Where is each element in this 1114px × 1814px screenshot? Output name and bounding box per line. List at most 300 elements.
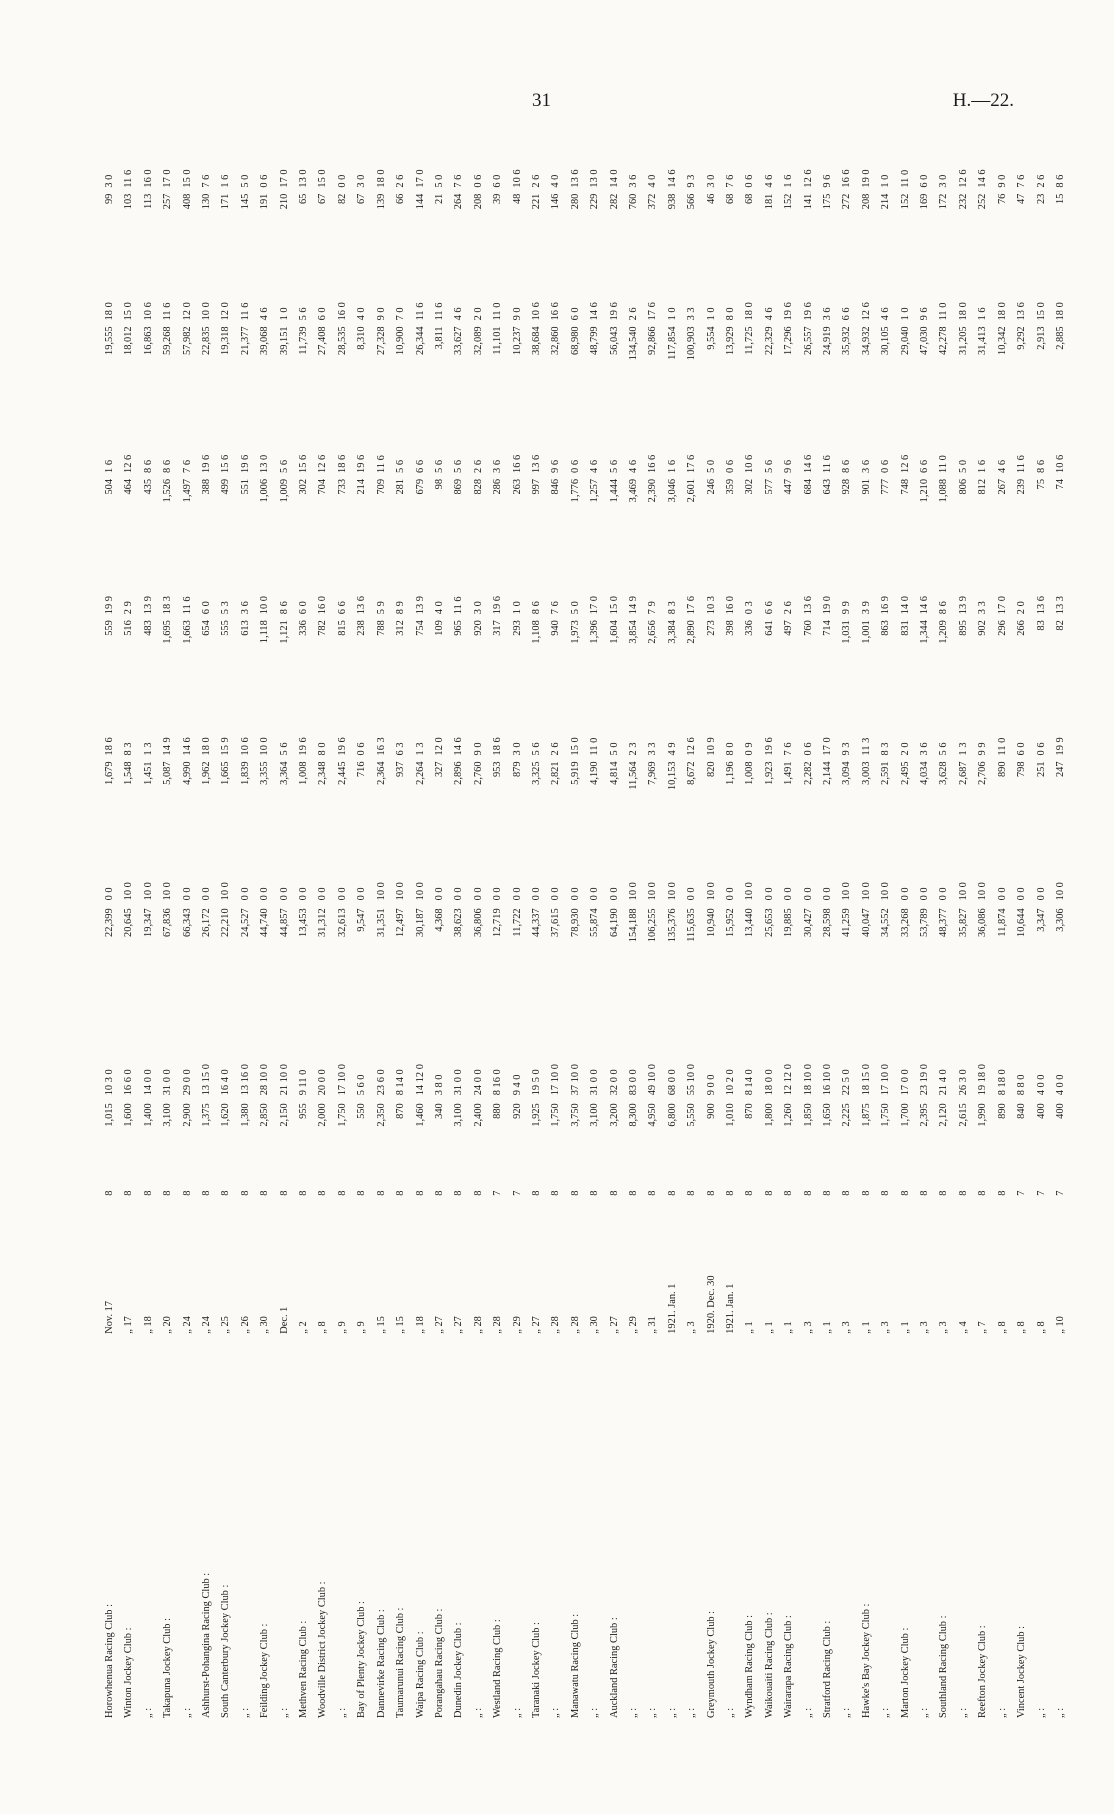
col-e-shillings-pence: 18 0 bbox=[375, 169, 387, 188]
club-name: Methven Racing Club : bbox=[298, 1620, 310, 1718]
col-d-shillings-pence: 11 6 bbox=[162, 302, 174, 321]
stakes-amount: 1,925 bbox=[530, 1103, 542, 1127]
col-d-shillings-pence: 18 0 bbox=[104, 302, 115, 321]
col-a-pounds: 716 bbox=[356, 761, 368, 778]
total-shillings-pence: 10 0 bbox=[375, 882, 387, 901]
total-investment: 115,635 bbox=[686, 908, 698, 942]
col-e-shillings-pence: 12 6 bbox=[957, 169, 969, 188]
col-b-pounds: 1,604 bbox=[608, 620, 620, 644]
col-c-shillings-pence: 5 0 bbox=[957, 459, 969, 473]
days-count: 8 bbox=[453, 1190, 465, 1196]
total-investment: 55,874 bbox=[589, 908, 601, 937]
col-b-pounds: 815 bbox=[336, 620, 348, 636]
days-count: 8 bbox=[569, 1190, 581, 1196]
days-count: 8 bbox=[919, 1190, 931, 1196]
days-count: 8 bbox=[627, 1190, 639, 1196]
col-b-shillings-pence: 19 0 bbox=[822, 596, 834, 615]
col-c-pounds: 869 bbox=[453, 478, 465, 495]
race-date: „ 3 bbox=[919, 1321, 931, 1334]
col-d-pounds: 30,105 bbox=[880, 326, 892, 355]
col-c-pounds: 388 bbox=[201, 478, 213, 495]
col-a-pounds: 1,196 bbox=[725, 761, 736, 785]
table-row bbox=[993, 135, 1012, 1720]
col-a-pounds: 1,839 bbox=[239, 761, 251, 785]
total-shillings-pence: 10 0 bbox=[880, 882, 892, 901]
col-d-pounds: 10,237 bbox=[511, 326, 523, 355]
col-e-pounds: 229 bbox=[589, 193, 601, 210]
col-d-pounds: 22,835 bbox=[201, 326, 213, 355]
stakes-shillings-pence: 8 14 0 bbox=[744, 1069, 756, 1096]
days-count: 8 bbox=[239, 1190, 251, 1196]
col-a-shillings-pence: 14 6 bbox=[181, 737, 193, 756]
col-d-pounds: 24,919 bbox=[822, 326, 834, 355]
days-count: 8 bbox=[783, 1190, 795, 1196]
race-date: „ 7 bbox=[977, 1321, 989, 1334]
total-shillings-pence: 0 0 bbox=[589, 887, 601, 901]
days-count: 8 bbox=[705, 1190, 717, 1196]
total-investment: 11,722 bbox=[511, 908, 523, 937]
col-e-pounds: 82 bbox=[336, 193, 348, 205]
total-investment: 12,497 bbox=[395, 908, 407, 937]
race-date: Nov. 17 bbox=[104, 1300, 115, 1334]
col-c-pounds: 1,210 bbox=[919, 478, 931, 503]
total-shillings-pence: 10 0 bbox=[162, 882, 174, 901]
stakes-amount: 340 bbox=[433, 1103, 445, 1119]
col-e-shillings-pence: 8 6 bbox=[1054, 174, 1066, 188]
total-shillings-pence: 0 0 bbox=[336, 887, 348, 901]
col-d-shillings-pence: 1 0 bbox=[278, 307, 290, 321]
col-d-shillings-pence: 4 6 bbox=[259, 307, 271, 321]
stakes-amount: 1,460 bbox=[414, 1103, 426, 1127]
table-row bbox=[488, 135, 507, 1720]
col-e-pounds: 408 bbox=[181, 193, 193, 210]
stakes-amount: 3,750 bbox=[569, 1103, 581, 1127]
col-a-shillings-pence: 12 0 bbox=[433, 737, 445, 756]
col-c-pounds: 577 bbox=[763, 478, 775, 495]
col-a-pounds: 1,962 bbox=[201, 761, 213, 785]
col-c-shillings-pence: 9 6 bbox=[783, 459, 795, 473]
col-d-pounds: 33,627 bbox=[453, 326, 465, 355]
col-d-shillings-pence: 16 6 bbox=[550, 302, 562, 321]
col-e-pounds: 214 bbox=[880, 193, 892, 210]
col-d-shillings-pence: 15 0 bbox=[1035, 302, 1047, 321]
stakes-shillings-pence: 17 10 0 bbox=[880, 1064, 892, 1096]
col-a-shillings-pence: 2 6 bbox=[550, 742, 562, 756]
table-row bbox=[449, 135, 468, 1720]
total-investment: 31,351 bbox=[375, 908, 387, 937]
col-e-shillings-pence: 3 0 bbox=[356, 174, 368, 188]
col-a-shillings-pence: 5 0 bbox=[608, 742, 620, 756]
col-a-pounds: 2,364 bbox=[375, 761, 387, 785]
col-c-shillings-pence: 5 6 bbox=[433, 459, 445, 473]
col-b-shillings-pence: 13 3 bbox=[1054, 596, 1066, 615]
club-name: Takapuna Jockey Club : bbox=[162, 1618, 174, 1718]
col-c-shillings-pence: 8 6 bbox=[162, 459, 174, 473]
col-e-pounds: 103 bbox=[123, 193, 135, 210]
col-c-pounds: 214 bbox=[356, 478, 368, 495]
stakes-shillings-pence: 9 11 0 bbox=[298, 1069, 310, 1096]
race-date: „ 1 bbox=[899, 1321, 911, 1334]
total-shillings-pence: 0 0 bbox=[608, 887, 620, 901]
col-b-pounds: 555 bbox=[220, 620, 232, 636]
col-d-pounds: 134,540 bbox=[627, 326, 639, 361]
col-b-pounds: 754 bbox=[414, 620, 426, 636]
col-c-shillings-pence: 15 6 bbox=[298, 454, 310, 473]
total-shillings-pence: 10 0 bbox=[666, 882, 678, 901]
col-a-shillings-pence: 7 6 bbox=[783, 742, 795, 756]
race-date: „ 8 bbox=[317, 1321, 329, 1334]
col-b-shillings-pence: 17 0 bbox=[996, 596, 1008, 615]
col-b-shillings-pence: 0 3 bbox=[744, 601, 756, 615]
col-e-pounds: 169 bbox=[919, 193, 931, 210]
race-date: „ 28 bbox=[492, 1316, 504, 1334]
days-count: 8 bbox=[414, 1190, 426, 1196]
col-b-pounds: 336 bbox=[298, 620, 310, 636]
col-d-pounds: 42,278 bbox=[938, 326, 950, 355]
col-b-shillings-pence: 17 6 bbox=[686, 596, 698, 615]
col-c-pounds: 281 bbox=[395, 478, 407, 495]
table-row bbox=[391, 135, 410, 1720]
table-row bbox=[643, 135, 662, 1720]
col-d-pounds: 29,040 bbox=[899, 326, 911, 355]
stakes-shillings-pence: 31 0 0 bbox=[589, 1069, 601, 1096]
stakes-shillings-pence: 17 10 0 bbox=[336, 1064, 348, 1096]
col-e-shillings-pence: 6 0 bbox=[919, 174, 931, 188]
table-row bbox=[216, 135, 235, 1720]
col-e-shillings-pence: 1 6 bbox=[220, 174, 232, 188]
race-date: „ 8 bbox=[996, 1321, 1008, 1334]
col-c-shillings-pence: 3 6 bbox=[492, 459, 504, 473]
col-e-pounds: 76 bbox=[996, 193, 1008, 205]
col-c-shillings-pence: 6 6 bbox=[414, 459, 426, 473]
col-b-pounds: 1,695 bbox=[162, 620, 174, 644]
col-a-pounds: 251 bbox=[1035, 761, 1047, 778]
col-b-pounds: 273 bbox=[705, 620, 717, 636]
total-investment: 36,086 bbox=[977, 908, 989, 937]
stakes-amount: 870 bbox=[395, 1103, 407, 1119]
race-date: „ 1 bbox=[860, 1321, 872, 1334]
col-c-pounds: 302 bbox=[744, 478, 756, 495]
race-date: „ 8 bbox=[1035, 1321, 1047, 1334]
col-a-pounds: 2,282 bbox=[802, 761, 814, 785]
col-d-pounds: 117,854 bbox=[666, 326, 678, 360]
col-e-pounds: 221 bbox=[530, 193, 542, 210]
col-c-pounds: 812 bbox=[977, 478, 989, 495]
club-name: „ : bbox=[550, 1707, 562, 1718]
stakes-shillings-pence: 17 10 0 bbox=[550, 1064, 562, 1096]
club-name: „ : bbox=[1035, 1707, 1047, 1718]
col-e-pounds: 252 bbox=[977, 193, 989, 210]
stakes-amount: 2,000 bbox=[317, 1103, 329, 1127]
col-e-pounds: 68 bbox=[744, 193, 756, 205]
table-row bbox=[139, 135, 158, 1720]
col-c-pounds: 239 bbox=[1016, 478, 1028, 495]
stakes-amount: 8,300 bbox=[627, 1103, 639, 1127]
total-shillings-pence: 10 0 bbox=[744, 882, 756, 901]
col-b-shillings-pence: 14 0 bbox=[899, 596, 911, 615]
col-a-shillings-pence: 0 6 bbox=[1035, 742, 1047, 756]
total-investment: 26,172 bbox=[201, 908, 213, 937]
col-d-pounds: 27,328 bbox=[375, 326, 387, 355]
total-shillings-pence: 0 0 bbox=[259, 887, 271, 901]
days-count: 8 bbox=[608, 1190, 620, 1196]
col-a-pounds: 1,491 bbox=[783, 761, 795, 785]
col-c-pounds: 846 bbox=[550, 478, 562, 495]
col-e-pounds: 23 bbox=[1035, 193, 1047, 205]
stakes-amount: 3,100 bbox=[453, 1103, 465, 1127]
col-e-shillings-pence: 12 6 bbox=[802, 169, 814, 188]
days-count: 8 bbox=[356, 1190, 368, 1196]
col-b-pounds: 902 bbox=[977, 620, 989, 636]
col-e-shillings-pence: 11 0 bbox=[899, 169, 911, 188]
stakes-shillings-pence: 10 2 0 bbox=[725, 1069, 736, 1096]
stakes-shillings-pence: 23 6 0 bbox=[375, 1069, 387, 1096]
club-name: „ : bbox=[142, 1707, 154, 1718]
col-b-pounds: 296 bbox=[996, 620, 1008, 636]
race-date: „ 9 bbox=[336, 1321, 348, 1334]
col-e-shillings-pence: 4 6 bbox=[763, 174, 775, 188]
total-investment: 20,645 bbox=[123, 908, 135, 937]
col-a-shillings-pence: 11 0 bbox=[996, 737, 1008, 756]
stakes-amount: 840 bbox=[1016, 1103, 1028, 1119]
col-e-shillings-pence: 6 0 bbox=[492, 174, 504, 188]
col-b-pounds: 940 bbox=[550, 620, 562, 636]
table-row bbox=[469, 135, 488, 1720]
col-c-pounds: 435 bbox=[142, 478, 154, 495]
col-a-shillings-pence: 1 3 bbox=[142, 742, 154, 756]
col-d-pounds: 31,413 bbox=[977, 326, 989, 355]
race-date: „ 29 bbox=[627, 1316, 639, 1334]
col-e-pounds: 191 bbox=[259, 193, 271, 210]
col-a-pounds: 3,325 bbox=[530, 761, 542, 785]
col-c-pounds: 447 bbox=[783, 478, 795, 495]
col-b-pounds: 1,973 bbox=[569, 620, 581, 644]
col-e-shillings-pence: 13 0 bbox=[589, 169, 601, 188]
col-b-pounds: 714 bbox=[822, 620, 834, 636]
col-b-shillings-pence: 5 0 bbox=[569, 601, 581, 615]
stakes-shillings-pence: 18 10 0 bbox=[802, 1064, 814, 1096]
col-d-pounds: 16,863 bbox=[142, 326, 154, 355]
total-investment: 78,930 bbox=[569, 908, 581, 937]
days-count: 8 bbox=[162, 1190, 174, 1196]
col-a-shillings-pence: 9 0 bbox=[472, 742, 484, 756]
col-e-shillings-pence: 14 6 bbox=[666, 169, 678, 188]
total-investment: 3,306 bbox=[1054, 908, 1066, 932]
col-a-shillings-pence: 2 3 bbox=[627, 742, 639, 756]
days-count: 7 bbox=[1054, 1190, 1066, 1196]
col-a-shillings-pence: 11 3 bbox=[860, 737, 872, 756]
col-e-pounds: 171 bbox=[220, 193, 232, 210]
table-row bbox=[896, 135, 915, 1720]
race-date: „ 29 bbox=[511, 1316, 523, 1334]
total-investment: 13,440 bbox=[744, 908, 756, 937]
col-e-pounds: 67 bbox=[356, 193, 368, 205]
stakes-shillings-pence: 18 15 0 bbox=[860, 1064, 872, 1096]
col-b-pounds: 641 bbox=[763, 620, 775, 636]
col-c-pounds: 901 bbox=[860, 478, 872, 495]
table-body bbox=[100, 135, 1070, 1720]
total-shillings-pence: 0 0 bbox=[569, 887, 581, 901]
col-e-shillings-pence: 17 0 bbox=[162, 169, 174, 188]
col-a-shillings-pence: 14 6 bbox=[453, 737, 465, 756]
col-e-pounds: 66 bbox=[395, 193, 407, 205]
col-c-pounds: 246 bbox=[705, 478, 717, 495]
stakes-shillings-pence: 12 12 0 bbox=[783, 1064, 795, 1096]
col-a-shillings-pence: 14 9 bbox=[162, 737, 174, 756]
table-row bbox=[1012, 135, 1031, 1720]
table-row bbox=[760, 135, 779, 1720]
total-shillings-pence: 10 0 bbox=[414, 882, 426, 901]
total-investment: 22,210 bbox=[220, 908, 232, 937]
col-b-pounds: 293 bbox=[511, 620, 523, 636]
col-d-shillings-pence: 11 6 bbox=[239, 302, 251, 321]
col-e-pounds: 47 bbox=[1016, 193, 1028, 205]
col-c-pounds: 3,046 bbox=[666, 478, 678, 503]
col-a-shillings-pence: 19 6 bbox=[336, 737, 348, 756]
col-c-pounds: 1,009 bbox=[278, 478, 290, 503]
total-shillings-pence: 0 0 bbox=[802, 887, 814, 901]
total-shillings-pence: 0 0 bbox=[763, 887, 775, 901]
table-row bbox=[197, 135, 216, 1720]
total-investment: 35,827 bbox=[957, 908, 969, 937]
total-investment: 44,337 bbox=[530, 908, 542, 937]
days-count: 8 bbox=[647, 1190, 659, 1196]
table-row bbox=[624, 135, 643, 1720]
total-investment: 4,368 bbox=[433, 908, 445, 932]
col-c-shillings-pence: 4 6 bbox=[996, 459, 1008, 473]
race-date: „ 3 bbox=[841, 1321, 853, 1334]
total-investment: 66,343 bbox=[181, 908, 193, 937]
total-investment: 25,653 bbox=[763, 908, 775, 937]
col-b-pounds: 1,209 bbox=[938, 620, 950, 644]
stakes-shillings-pence: 20 0 0 bbox=[317, 1069, 329, 1096]
total-shillings-pence: 0 0 bbox=[453, 887, 465, 901]
col-a-pounds: 8,672 bbox=[686, 761, 698, 785]
club-name: „ : bbox=[880, 1707, 892, 1718]
col-c-shillings-pence: 2 6 bbox=[472, 459, 484, 473]
col-d-shillings-pence: 19 6 bbox=[783, 302, 795, 321]
col-c-pounds: 997 bbox=[530, 478, 542, 495]
col-b-pounds: 863 bbox=[880, 620, 892, 636]
days-count: 8 bbox=[104, 1190, 115, 1196]
col-c-shillings-pence: 3 6 bbox=[860, 459, 872, 473]
col-a-shillings-pence: 19 9 bbox=[1054, 737, 1066, 756]
col-b-pounds: 483 bbox=[142, 620, 154, 636]
stakes-amount: 1,620 bbox=[220, 1103, 232, 1127]
col-a-shillings-pence: 3 3 bbox=[647, 742, 659, 756]
col-d-shillings-pence: 1 0 bbox=[899, 307, 911, 321]
rotated-table-region bbox=[100, 135, 1066, 1720]
col-d-pounds: 11,725 bbox=[744, 326, 756, 355]
stakes-amount: 1,380 bbox=[239, 1103, 251, 1127]
stakes-amount: 1,400 bbox=[142, 1103, 154, 1127]
total-investment: 10,644 bbox=[1016, 908, 1028, 937]
stakes-shillings-pence: 31 0 0 bbox=[162, 1069, 174, 1096]
stakes-amount: 1,700 bbox=[899, 1103, 911, 1127]
days-count: 8 bbox=[550, 1190, 562, 1196]
stakes-amount: 1,850 bbox=[802, 1103, 814, 1127]
col-a-shillings-pence: 1 3 bbox=[957, 742, 969, 756]
col-e-shillings-pence: 11 6 bbox=[123, 169, 135, 188]
days-count: 8 bbox=[899, 1190, 911, 1196]
total-investment: 48,377 bbox=[938, 908, 950, 937]
race-date: „ 27 bbox=[608, 1316, 620, 1334]
club-name: „ : bbox=[181, 1707, 193, 1718]
col-c-pounds: 748 bbox=[899, 478, 911, 495]
col-d-pounds: 18,012 bbox=[123, 326, 135, 355]
club-name: Horowhenua Racing Club : bbox=[104, 1604, 115, 1718]
total-investment: 33,268 bbox=[899, 908, 911, 937]
total-investment: 41,259 bbox=[841, 908, 853, 937]
days-count: 8 bbox=[472, 1190, 484, 1196]
club-name: Manawatu Racing Club : bbox=[569, 1613, 581, 1718]
days-count: 8 bbox=[763, 1190, 775, 1196]
col-d-shillings-pence: 1 6 bbox=[977, 307, 989, 321]
table-row bbox=[740, 135, 759, 1720]
race-date: 1921. Jan. 1 bbox=[666, 1283, 678, 1334]
club-name: „ : bbox=[589, 1707, 601, 1718]
col-a-pounds: 820 bbox=[705, 761, 717, 778]
col-d-pounds: 57,982 bbox=[181, 326, 193, 355]
total-investment: 13,453 bbox=[298, 908, 310, 937]
stakes-shillings-pence: 22 5 0 bbox=[841, 1069, 853, 1096]
col-c-shillings-pence: 5 0 bbox=[705, 459, 717, 473]
table-row bbox=[294, 135, 313, 1720]
col-d-pounds: 47,030 bbox=[919, 326, 931, 355]
col-a-shillings-pence: 17 0 bbox=[822, 737, 834, 756]
col-e-pounds: 175 bbox=[822, 193, 834, 210]
col-e-shillings-pence: 2 6 bbox=[530, 174, 542, 188]
race-date: „ 15 bbox=[395, 1316, 407, 1334]
total-shillings-pence: 0 0 bbox=[686, 887, 698, 901]
club-name: „ : bbox=[472, 1707, 484, 1718]
col-d-pounds: 39,151 bbox=[278, 326, 290, 355]
col-c-pounds: 359 bbox=[725, 478, 736, 495]
race-date: „ 18 bbox=[414, 1316, 426, 1334]
col-e-shillings-pence: 3 0 bbox=[705, 174, 717, 188]
col-a-pounds: 1,548 bbox=[123, 761, 135, 785]
col-e-shillings-pence: 17 0 bbox=[278, 169, 290, 188]
col-b-pounds: 782 bbox=[317, 620, 329, 636]
days-count: 8 bbox=[841, 1190, 853, 1196]
club-name: Hawke's Bay Jockey Club : bbox=[860, 1603, 872, 1718]
stakes-shillings-pence: 68 0 0 bbox=[666, 1069, 678, 1096]
col-a-shillings-pence: 3 6 bbox=[919, 742, 931, 756]
table-row bbox=[178, 135, 197, 1720]
total-shillings-pence: 0 0 bbox=[433, 887, 445, 901]
col-a-pounds: 2,896 bbox=[453, 761, 465, 785]
table-row bbox=[973, 135, 992, 1720]
table-row bbox=[372, 135, 391, 1720]
race-date: „ 24 bbox=[201, 1316, 213, 1334]
col-b-pounds: 336 bbox=[744, 620, 756, 636]
stakes-amount: 1,990 bbox=[977, 1103, 989, 1127]
col-a-shillings-pence: 8 3 bbox=[880, 742, 892, 756]
stakes-shillings-pence: 8 14 0 bbox=[395, 1069, 407, 1096]
col-c-shillings-pence: 11 6 bbox=[375, 455, 387, 473]
col-b-pounds: 895 bbox=[957, 620, 969, 636]
col-a-pounds: 4,190 bbox=[589, 761, 601, 785]
stakes-amount: 2,350 bbox=[375, 1103, 387, 1127]
col-e-pounds: 99 bbox=[104, 193, 115, 205]
col-a-shillings-pence: 18 6 bbox=[492, 737, 504, 756]
col-c-shillings-pence: 13 0 bbox=[259, 454, 271, 473]
col-d-shillings-pence: 7 0 bbox=[395, 307, 407, 321]
col-b-pounds: 266 bbox=[1016, 620, 1028, 636]
col-c-shillings-pence: 4 6 bbox=[627, 459, 639, 473]
col-e-shillings-pence: 13 6 bbox=[569, 169, 581, 188]
stakes-amount: 870 bbox=[744, 1103, 756, 1119]
